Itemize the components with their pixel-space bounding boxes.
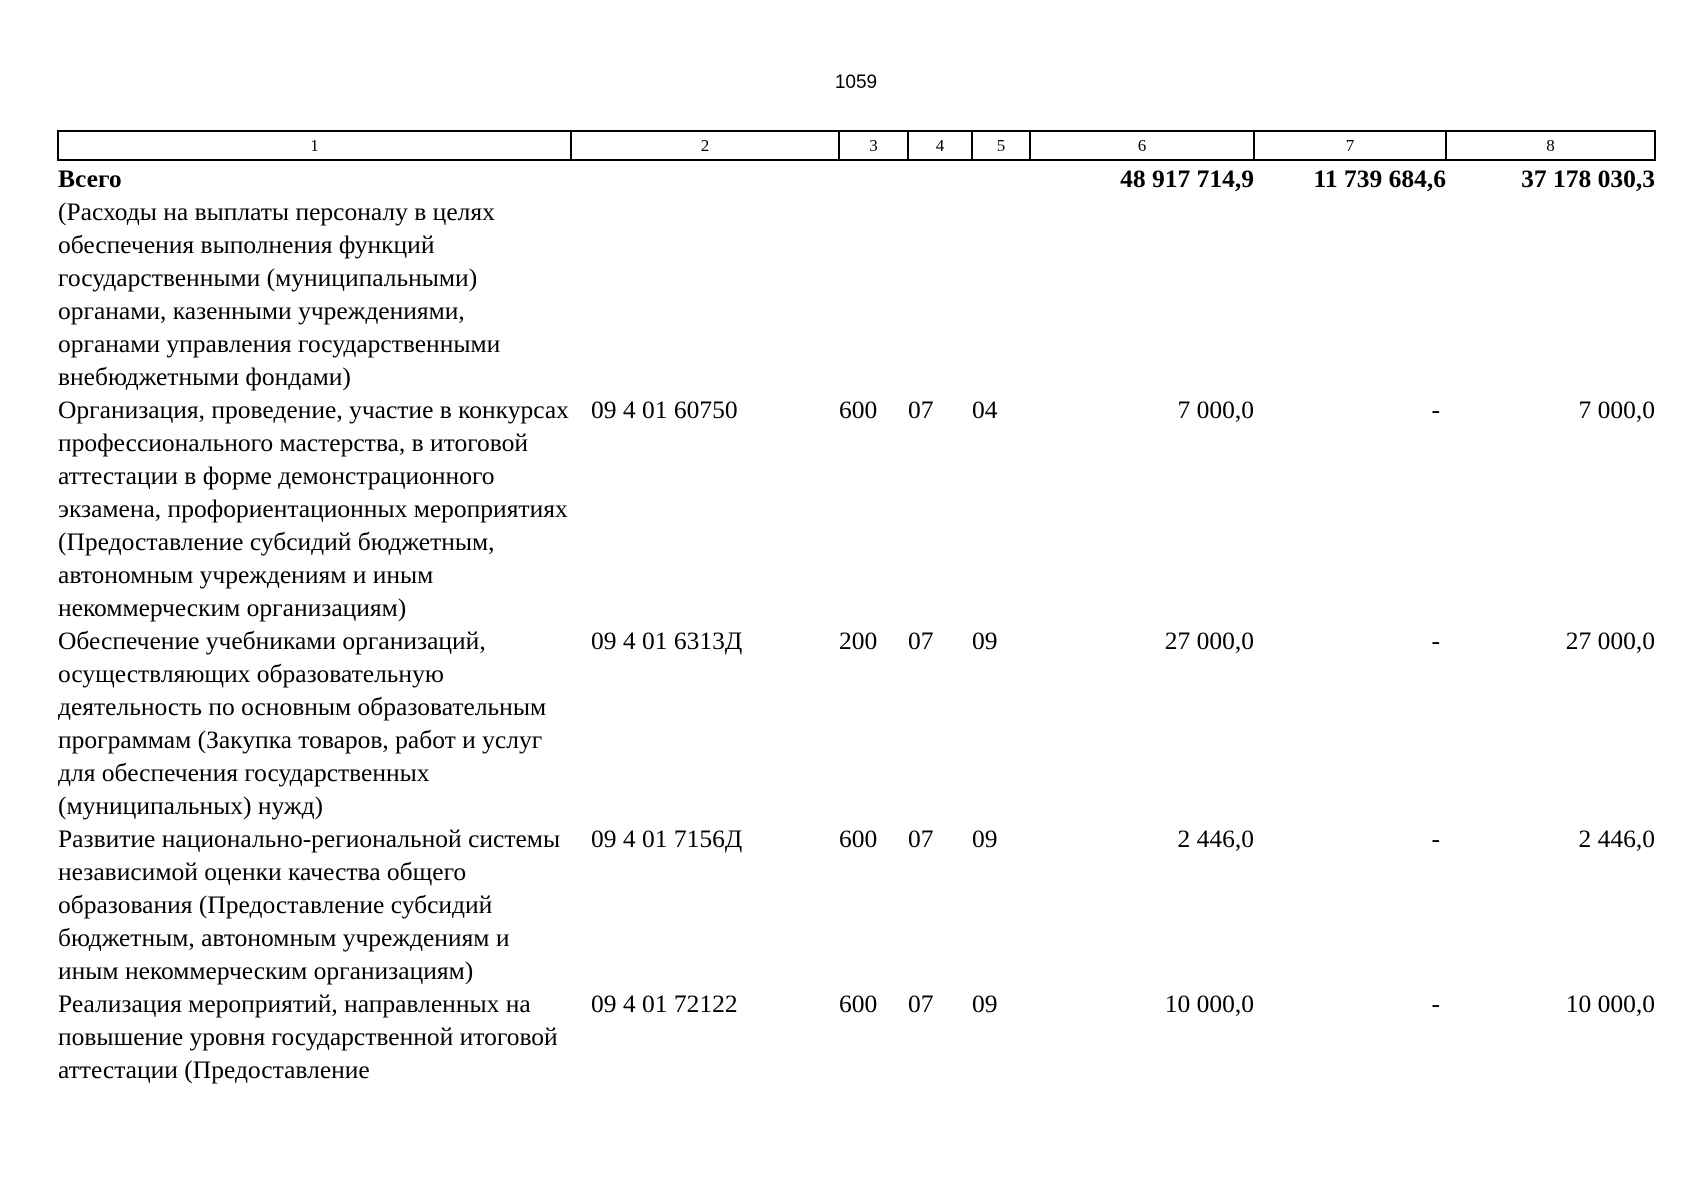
row-rz: 07 [908, 395, 934, 424]
row-csr: 09 4 01 60750 [591, 395, 738, 424]
row-vr [839, 195, 908, 393]
row-vr: 600 [839, 395, 878, 424]
table-row [58, 987, 1655, 1086]
budget-sheet [57, 130, 1654, 1086]
total-col8: 37 178 030,3 [1521, 164, 1655, 193]
table-row [58, 393, 1655, 624]
total-label: Всего [58, 164, 122, 193]
row-csr [571, 195, 839, 393]
budget-table [57, 130, 1656, 1086]
row-pr: 04 [972, 395, 998, 424]
table-row [58, 822, 1655, 987]
row-col8: 10 000,0 [1565, 989, 1655, 1018]
row-col7: - [1431, 626, 1440, 655]
empty-cell [908, 160, 972, 195]
row-col7: - [1431, 824, 1440, 853]
row-rz: 07 [908, 626, 934, 655]
row-col8 [1446, 195, 1655, 393]
row-col7 [1254, 195, 1446, 393]
row-name: Реализация мероприятий, направленных на повышение уровня государственной итоговой аттестации (Предоставление [58, 989, 558, 1084]
row-pr: 09 [972, 824, 998, 853]
row-vr: 600 [839, 824, 878, 853]
total-row [58, 160, 1655, 195]
row-vr: 200 [839, 626, 878, 655]
column-header: 1 [58, 131, 571, 160]
column-header: 3 [839, 131, 908, 160]
row-name: Обеспечение учебниками организаций, осуществляющих образовательную деятельность по основным образовательным программам (Закупка товаров, работ и услуг для обеспечения государственных (муниципальных) нужд) [58, 626, 547, 820]
table-row [58, 624, 1655, 822]
row-col6: 7 000,0 [1177, 395, 1254, 424]
row-col6: 27 000,0 [1164, 626, 1254, 655]
column-header: 8 [1446, 131, 1655, 160]
row-name: Организация, проведение, участие в конкурсах профессионального мастерства, в итоговой аттестации в форме демонстрационного экзамена, профориентационных мероприятиях (Предоставление субсидий бюджетным, автономным учреждениям и иным некоммерческим организациям) [58, 395, 569, 622]
row-col7: - [1431, 395, 1440, 424]
column-header: 4 [908, 131, 972, 160]
empty-cell [839, 160, 908, 195]
row-col6 [1030, 195, 1254, 393]
row-csr: 09 4 01 7156Д [591, 824, 743, 853]
column-header: 6 [1030, 131, 1254, 160]
row-col6: 10 000,0 [1164, 989, 1254, 1018]
row-rz [908, 195, 972, 393]
column-number-row [58, 131, 1655, 160]
column-header: 5 [972, 131, 1030, 160]
row-pr: 09 [972, 989, 998, 1018]
row-col6: 2 446,0 [1177, 824, 1254, 853]
row-col8: 7 000,0 [1578, 395, 1655, 424]
row-col8: 2 446,0 [1578, 824, 1655, 853]
page-number: 1059 [834, 72, 878, 93]
row-csr: 09 4 01 6313Д [591, 626, 743, 655]
row-vr: 600 [839, 989, 878, 1018]
total-col6: 48 917 714,9 [1120, 164, 1254, 193]
empty-cell [972, 160, 1030, 195]
total-col7: 11 739 684,6 [1313, 164, 1446, 193]
table-row [58, 195, 1655, 393]
column-header: 2 [571, 131, 839, 160]
row-col8: 27 000,0 [1565, 626, 1655, 655]
column-header: 7 [1254, 131, 1446, 160]
row-col7: - [1431, 989, 1440, 1018]
row-pr [972, 195, 1030, 393]
empty-cell [571, 160, 839, 195]
row-rz: 07 [908, 989, 934, 1018]
row-csr: 09 4 01 72122 [591, 989, 738, 1018]
row-name: Развитие национально-региональной системы независимой оценки качества общего образования (Предоставление субсидий бюджетным, автономным учреждениям и иным некоммерческим организациям) [58, 824, 561, 985]
row-name: (Расходы на выплаты персоналу в целях обеспечения выполнения функций государственными (муниципальными) органами, казенными учреждениями, органами управления государственными внебюджетными фондами) [58, 197, 501, 391]
row-pr: 09 [972, 626, 998, 655]
row-rz: 07 [908, 824, 934, 853]
